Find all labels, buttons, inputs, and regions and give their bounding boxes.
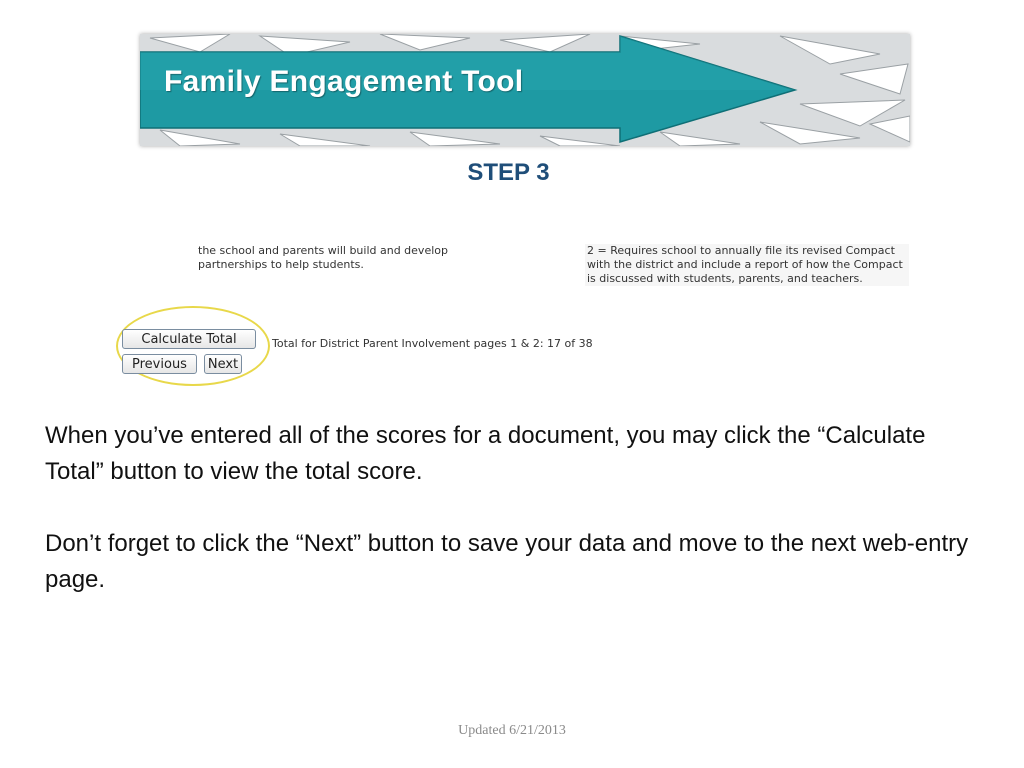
instructions <box>45 418 975 634</box>
criteria-snippet-right: 2 = Requires school to annually file its revised Compact with the district and include a report of how the Compact is discussed with students, parents, and teachers. <box>585 244 909 286</box>
instruction-paragraph-1: When you’ve entered all of the scores for a document, you may click the “Calculate Total” button to view the total score. <box>45 422 926 485</box>
form-screenshot <box>112 236 902 386</box>
next-button[interactable]: Next <box>204 354 242 374</box>
previous-button[interactable]: Previous <box>122 354 197 374</box>
updated-date: Updated 6/21/2013 <box>458 723 566 738</box>
total-score-text: Total for District Parent Involvement pages 1 & 2: 17 of 38 <box>272 337 593 350</box>
criteria-snippet-left: the school and parents will build and develop partnerships to help students. <box>198 244 448 271</box>
instruction-paragraph-2: Don’t forget to click the “Next” button to save your data and move to the next web-entry page. <box>45 530 969 593</box>
step-title: STEP 3 <box>467 159 550 186</box>
banner-title: Family Engagement Tool <box>164 65 524 98</box>
calculate-total-button[interactable]: Calculate Total <box>122 329 256 349</box>
header-banner <box>140 34 910 146</box>
